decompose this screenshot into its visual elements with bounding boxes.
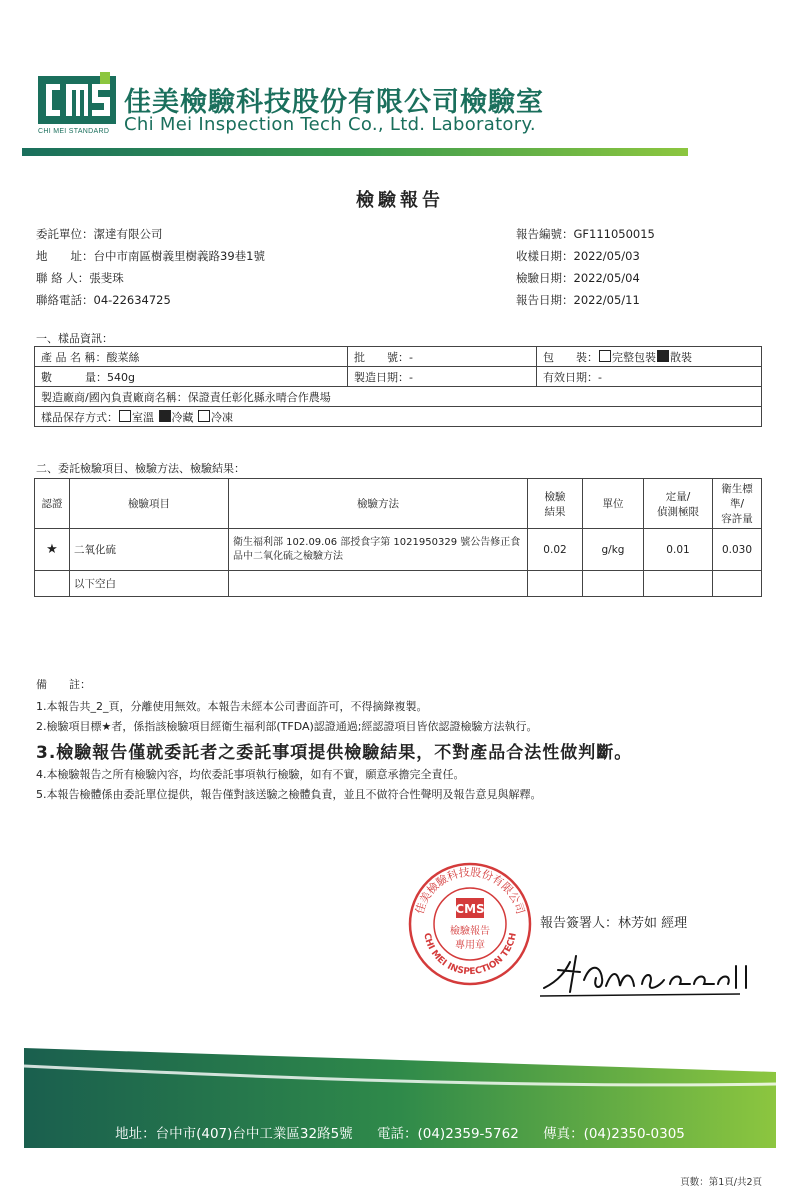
checkbox-empty-icon [119, 410, 131, 422]
product-name: 產 品 名 稱：酸菜絲 [35, 347, 348, 367]
note-2: 2.檢驗項目標★者，係指該檢驗項目經衛生福利部(TFDA)認證通過;經認證項目皆依認證檢驗方法執行。 [36, 720, 538, 733]
header-divider-bar [22, 148, 688, 156]
empty-cell [229, 571, 528, 597]
col-header-loq-line1: 定量/ [665, 490, 691, 503]
test-result: 0.02 [528, 529, 583, 571]
checkbox-checked-icon [159, 410, 171, 422]
report-number: 報告編號：GF111050015 [516, 227, 655, 241]
col-header-result [528, 479, 583, 529]
handwritten-signature [540, 950, 770, 1000]
manufacture-date: 製造日期：- [348, 367, 537, 387]
seal-logo-text: CMS [455, 902, 485, 916]
seal-ring-cn: 佳美檢驗科技股份有限公司 [413, 865, 527, 916]
col-header-result-line2: 結果 [544, 505, 566, 518]
col-header-method: 檢驗方法 [229, 479, 528, 529]
col-header-result-line1: 檢驗 [544, 490, 566, 503]
storage-label: 樣品保存方式： [41, 410, 118, 424]
table-row [35, 571, 762, 597]
company-seal-stamp [408, 862, 532, 986]
client-unit: 委託單位：潔達有限公司 [36, 227, 163, 241]
package-label: 包 裝： [543, 350, 598, 364]
storage-option-frozen: 冷凍 [211, 410, 233, 424]
empty-cell [583, 571, 644, 597]
test-unit: g/kg [583, 529, 644, 571]
test-method: 衛生福利部 102.09.06 部授食字第 1021950329 號公告修正食品中二氧化硫之檢驗方法 [229, 529, 528, 571]
report-title: 檢驗報告 [356, 190, 444, 211]
company-logo [38, 72, 118, 128]
table-row [35, 529, 762, 571]
client-phone: 聯絡電話：04-22634725 [36, 293, 171, 307]
sample-section-heading: 一、樣品資訊： [36, 332, 113, 345]
note-5: 5.本報告檢體係由委託單位提供，報告僅對該送驗之檢體負責，並且不做符合性聲明及報告意見與解釋。 [36, 788, 542, 801]
footer-fax: 傳真：(04)2350-0305 [543, 1126, 685, 1142]
checkbox-empty-icon [198, 410, 210, 422]
inspection-date: 檢驗日期：2022/05/04 [516, 271, 640, 285]
notes-heading: 備 註： [36, 678, 91, 691]
storage-cell [35, 407, 762, 427]
test-item: 二氧化硫 [70, 529, 229, 571]
client-contact: 聯 絡 人：張斐珠 [36, 271, 124, 285]
company-name-en: Chi Mei Inspection Tech Co., Ltd. Laboratory. [124, 114, 536, 135]
batch-number: 批 號：- [348, 347, 537, 367]
checkbox-empty-icon [599, 350, 611, 362]
package-option-full: 完整包裝 [612, 350, 656, 364]
storage-option-chilled: 冷藏 [171, 410, 194, 424]
col-header-cert: 認證 [35, 479, 70, 529]
package-option-bulk: 散裝 [670, 350, 692, 364]
checkbox-checked-icon [657, 350, 669, 362]
quantity: 數 量：540g [35, 367, 348, 387]
col-header-standard-line1: 衛生標準/ [721, 483, 753, 510]
report-date: 報告日期：2022/05/11 [516, 293, 640, 307]
footer-phone: 電話：(04)2359-5762 [376, 1126, 519, 1142]
col-header-standard-line2: 容許量 [721, 513, 753, 525]
received-date: 收樣日期：2022/05/03 [516, 249, 640, 263]
seal-ring-en: CHI MEI INSPECTION TECH [421, 932, 519, 978]
note-3: 3.檢驗報告僅就委託者之委託事項提供檢驗結果，不對產品合法性做判斷。 [36, 743, 633, 763]
logo-subtitle: CHI MEI STANDARD [38, 128, 110, 135]
col-header-loq [644, 479, 713, 529]
client-address: 地 址：台中市南區樹義里樹義路39巷1號 [36, 249, 265, 263]
col-header-unit: 單位 [583, 479, 644, 529]
cert-star-icon: ★ [35, 529, 70, 571]
empty-cell [35, 571, 70, 597]
seal-center-line1: 檢驗報告 [450, 926, 490, 937]
empty-cell [528, 571, 583, 597]
blank-below-label: 以下空白 [70, 571, 229, 597]
col-header-item: 檢驗項目 [70, 479, 229, 529]
expiry-date: 有效日期：- [537, 367, 762, 387]
col-header-loq-line2: 偵測極限 [657, 505, 699, 518]
page-number: 頁數：第1頁/共2頁 [680, 1177, 762, 1188]
empty-cell [644, 571, 713, 597]
storage-option-room: 室溫 [132, 410, 154, 424]
company-name-cn: 佳美檢驗科技股份有限公司檢驗室 [124, 87, 544, 118]
sample-info-table [34, 346, 762, 427]
test-standard: 0.030 [713, 529, 762, 571]
empty-cell [713, 571, 762, 597]
package-cell [537, 347, 762, 367]
results-table [34, 478, 762, 597]
footer-contact [0, 1122, 800, 1142]
manufacturer: 製造廠商/國內負責廠商名稱：保證責任彰化縣永晴合作農場 [35, 387, 762, 407]
footer-address: 地址：台中市(407)台中工業區32路5號 [115, 1126, 353, 1142]
results-section-heading: 二、委託檢驗項目、檢驗方法、檢驗結果： [36, 462, 245, 475]
col-header-standard [713, 479, 762, 529]
test-loq: 0.01 [644, 529, 713, 571]
note-1: 1.本報告共_2_頁，分離使用無效。本報告未經本公司書面許可，不得摘錄複製。 [36, 700, 428, 713]
report-signer: 報告簽署人：林芳如 經理 [540, 916, 688, 931]
seal-center-line2: 專用章 [455, 940, 485, 951]
note-4: 4.本檢驗報告之所有檢驗內容，均依委託事項執行檢驗，如有不實，願意承擔完全責任。 [36, 768, 465, 781]
